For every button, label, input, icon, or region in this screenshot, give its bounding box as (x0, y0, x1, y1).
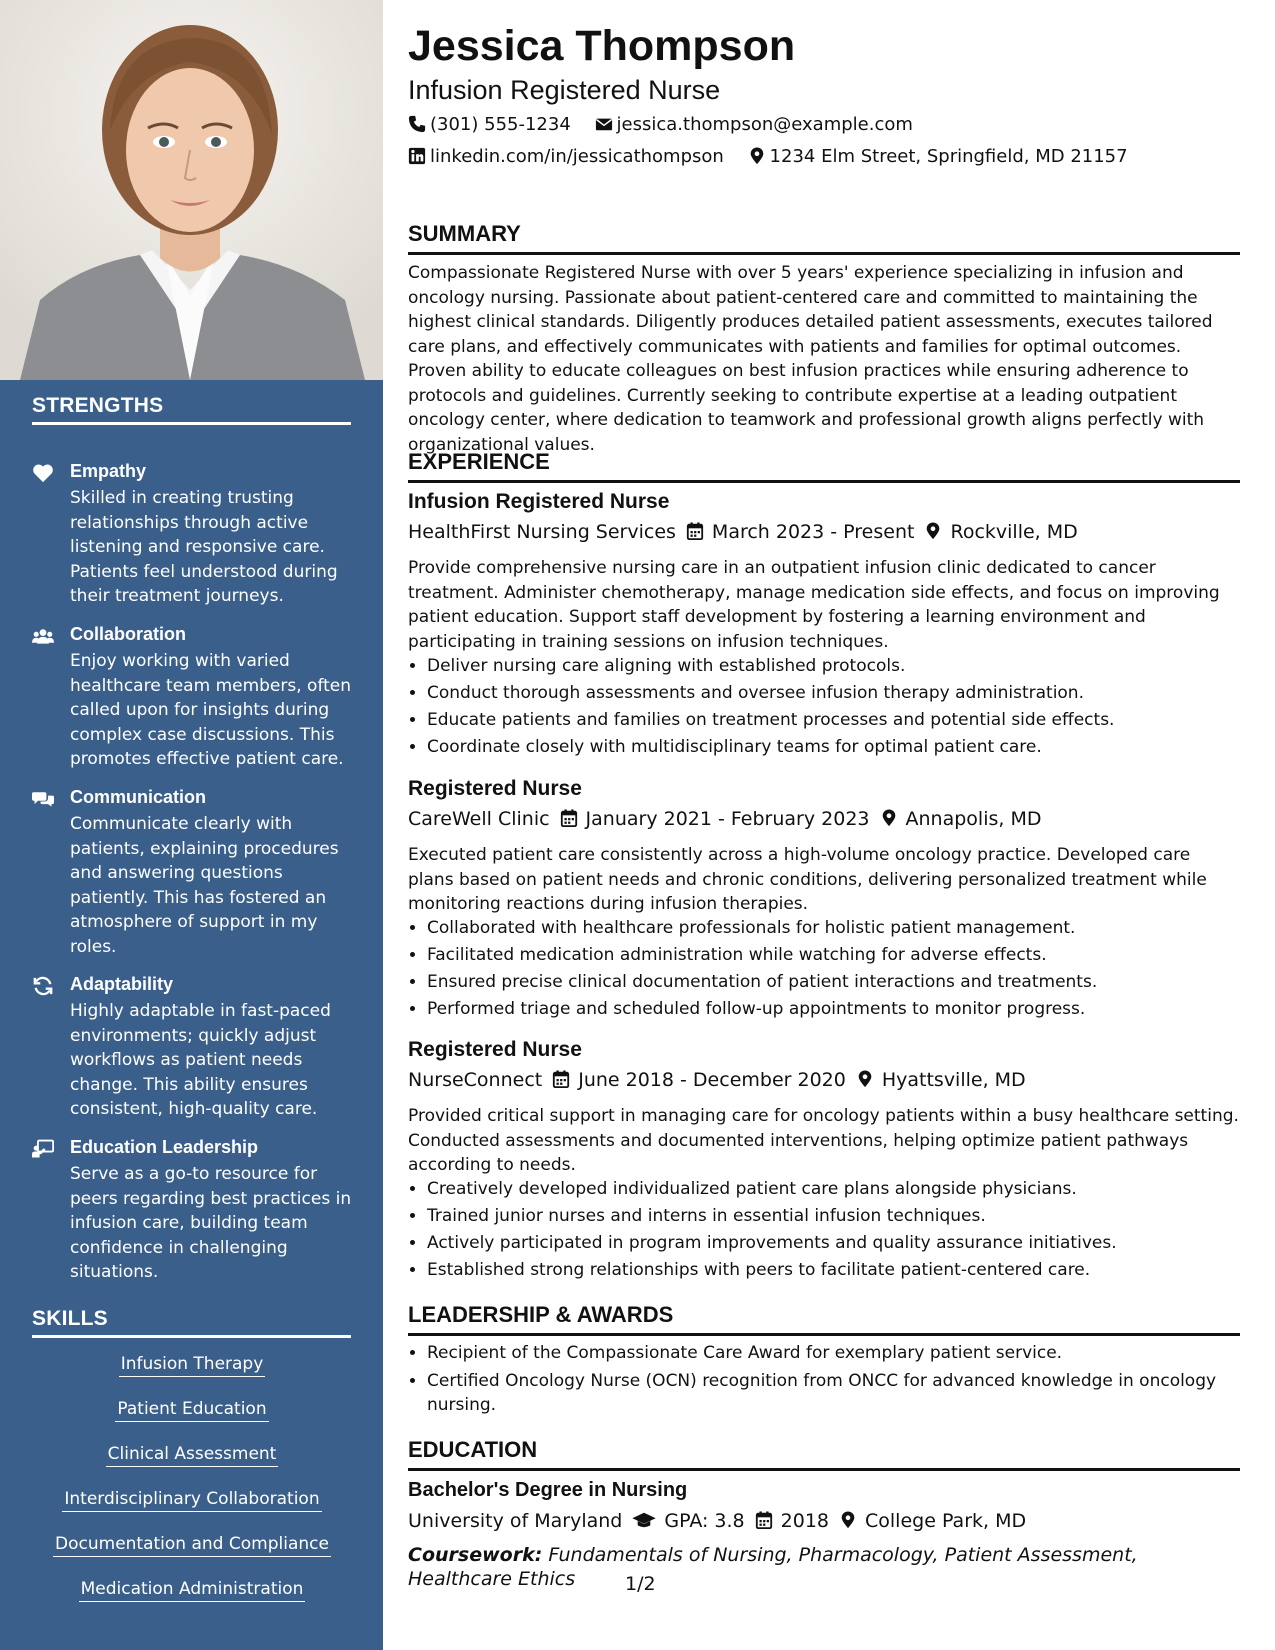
job-bullets (408, 915, 1257, 1023)
contact-row-1 (408, 114, 931, 135)
strength-desc: Serve as a go-to resource for peers regarding best practices in infusion care, building team confidence in challenging situations. (70, 1164, 352, 1282)
map-pin-icon (924, 522, 942, 540)
job-company: CareWell Clinic (408, 808, 550, 830)
linkedin-text: linkedin.com/in/jessicathompson (430, 146, 724, 167)
job-meta (408, 808, 1041, 830)
education-meta (408, 1510, 1026, 1532)
address-text: 1234 Elm Street, Springfield, MD 21157 (769, 146, 1128, 167)
strength-name: Empathy (70, 461, 147, 481)
phone-icon (408, 115, 426, 133)
map-pin-icon (856, 1070, 874, 1088)
candidate-name: Jessica Thompson (408, 22, 796, 70)
skill-tag: Clinical Assessment (106, 1442, 279, 1467)
skills-heading: SKILLS (32, 1307, 351, 1338)
list-item: • Trained junior nurses and interns in essential infusion techniques. (427, 1203, 1257, 1230)
education-heading: EDUCATION (408, 1437, 1240, 1471)
coursework-text: Fundamentals of Nursing, Pharmacology, Patient Assessment, Healthcare Ethics (408, 1544, 1138, 1590)
skills-list (28, 1348, 356, 1618)
portrait-illustration (0, 0, 383, 380)
job-description: Executed patient care consistently across a high-volume oncology practice. Developed care plans based on patient needs and chronic conditions, delivering personalized treatment while monitoring reactions during infusion therapies. (408, 845, 1207, 914)
list-item: • Collaborated with healthcare professionals for holistic patient management. (427, 915, 1257, 942)
job-bullets (408, 653, 1257, 761)
address (748, 146, 1128, 167)
list-item: • Performed triage and scheduled follow-up appointments to monitor progress. (427, 996, 1257, 1023)
phone (408, 114, 577, 135)
degree: Bachelor's Degree in Nursing (408, 1479, 688, 1501)
list-item: • Actively participated in program improvements and quality assurance initiatives. (427, 1230, 1257, 1257)
map-pin-icon (748, 147, 766, 165)
chat-icon (32, 789, 54, 809)
job-title: Registered Nurse (408, 1038, 582, 1061)
strength-desc: Communicate clearly with patients, explaining procedures and answering questions patiently. This has fostered an atmosphere of support in my roles. (70, 814, 339, 957)
strength-desc: Highly adaptable in fast-paced environments; quickly adjust workflows as patient needs change. This ability ensures consistent, high-quality care. (70, 1001, 331, 1119)
job-bullets (408, 1176, 1257, 1284)
phone-text: (301) 555-1234 (430, 114, 571, 135)
skill-tag: Medication Administration (79, 1577, 306, 1602)
email[interactable] (595, 114, 913, 135)
envelope-icon (595, 115, 613, 133)
skill-tag: Infusion Therapy (119, 1352, 266, 1377)
list-item: • Conduct thorough assessments and oversee infusion therapy administration. (427, 680, 1257, 707)
job-meta (408, 1069, 1026, 1091)
list-item: • Recipient of the Compassionate Care Award for exemplary patient service. (427, 1341, 1257, 1366)
profile-photo (0, 0, 383, 380)
page-number: 1/2 (625, 1573, 656, 1595)
candidate-title: Infusion Registered Nurse (408, 75, 721, 105)
graduation-year: 2018 (780, 1510, 830, 1532)
coursework (408, 1543, 1228, 1591)
job-location: Hyattsville, MD (881, 1069, 1026, 1091)
contact-row-2 (408, 146, 1146, 167)
refresh-icon (32, 976, 54, 996)
map-pin-icon (839, 1511, 857, 1529)
list-item: • Deliver nursing care aligning with established protocols. (427, 653, 1257, 680)
list-item: • Ensured precise clinical documentation of patient interactions and treatments. (427, 969, 1257, 996)
list-item: • Facilitated medication administration while watching for adverse effects. (427, 942, 1257, 969)
job-title: Registered Nurse (408, 777, 582, 800)
list-item: • Educate patients and families on treatment processes and potential side effects. (427, 707, 1257, 734)
job-dates: March 2023 - Present (711, 521, 915, 543)
strengths-heading: STRENGTHS (32, 394, 351, 425)
job-company: NurseConnect (408, 1069, 543, 1091)
job-description: Provide comprehensive nursing care in an outpatient infusion clinic dedicated to cancer treatment. Administer chemotherapy, manage medication side effects, and focus on improving patient education. Support staff development by fostering a learning environment and participating in training sessions on infusion techniques. (408, 558, 1220, 652)
job-meta (408, 521, 1078, 543)
skill-tag: Patient Education (115, 1397, 268, 1422)
map-pin-icon (880, 809, 898, 827)
list-item: • Coordinate closely with multidisciplinary teams for optimal patient care. (427, 734, 1257, 761)
linkedin-icon (408, 147, 426, 165)
graduation-cap-icon (632, 1511, 656, 1529)
users-icon (32, 626, 54, 646)
skill-tag: Documentation and Compliance (53, 1532, 331, 1557)
list-item: • Established strong relationships with peers to facilitate patient-centered care. (427, 1257, 1257, 1284)
job-description: Provided critical support in managing care for oncology patients within a busy healthcare setting. Conducted assessments and documented interventions, helping optimize patient pathways according to needs. (408, 1106, 1239, 1175)
list-item: • Certified Oncology Nurse (OCN) recognition from ONCC for advanced knowledge in oncology nursing. (427, 1369, 1257, 1418)
sidebar (0, 0, 383, 1650)
job-dates: January 2021 - February 2023 (585, 808, 870, 830)
summary-heading: SUMMARY (408, 221, 1240, 255)
experience-heading: EXPERIENCE (408, 449, 1240, 483)
calendar-icon (560, 809, 578, 827)
teacher-icon (32, 1139, 54, 1159)
school: University of Maryland (408, 1510, 623, 1532)
linkedin[interactable] (408, 146, 730, 167)
strength-name: Collaboration (70, 624, 186, 644)
calendar-icon (552, 1070, 570, 1088)
coursework-label: Coursework: (408, 1544, 543, 1566)
heart-icon (32, 463, 54, 483)
awards-heading: LEADERSHIP & AWARDS (408, 1302, 1240, 1336)
strength-desc: Skilled in creating trusting relationships through active listening and responsive care. Patients feel understood during their treatment journeys. (70, 488, 338, 606)
strength-name: Adaptability (70, 974, 174, 994)
job-dates: June 2018 - December 2020 (578, 1069, 846, 1091)
skill-tag: Interdisciplinary Collaboration (62, 1487, 321, 1512)
strength-name: Education Leadership (70, 1137, 259, 1157)
calendar-icon (755, 1511, 773, 1529)
list-item: • Creatively developed individualized patient care plans alongside physicians. (427, 1176, 1257, 1203)
gpa: GPA: 3.8 (664, 1510, 745, 1532)
job-location: Annapolis, MD (905, 808, 1042, 830)
email-text: jessica.thompson@example.com (616, 114, 913, 135)
job-title: Infusion Registered Nurse (408, 490, 670, 513)
calendar-icon (686, 522, 704, 540)
strength-desc: Enjoy working with varied healthcare team members, often called upon for insights during complex case discussions. This promotes effective patient care. (70, 651, 352, 769)
awards-list (408, 1341, 1257, 1418)
summary-text: Compassionate Registered Nurse with over 5 years' experience specializing in infusion and oncology nursing. Passionate about patient-centered care and committed to maintaining the highest clinical standards. Diligently produces detailed patient assessments, executes tailored care plans, and effectively communicates with patients and families for optimal outcomes. Proven ability to educate colleagues on best infusion practices while ensuring adherence to protocols and guidelines. Currently seeking to contribute expertise at a leading outpatient oncology center, where dedication to teamwork and professional growth aligns perfectly with organizational values. (408, 263, 1213, 455)
strength-name: Communication (70, 787, 207, 807)
school-location: College Park, MD (865, 1510, 1027, 1532)
job-location: Rockville, MD (950, 521, 1078, 543)
job-company: HealthFirst Nursing Services (408, 521, 676, 543)
